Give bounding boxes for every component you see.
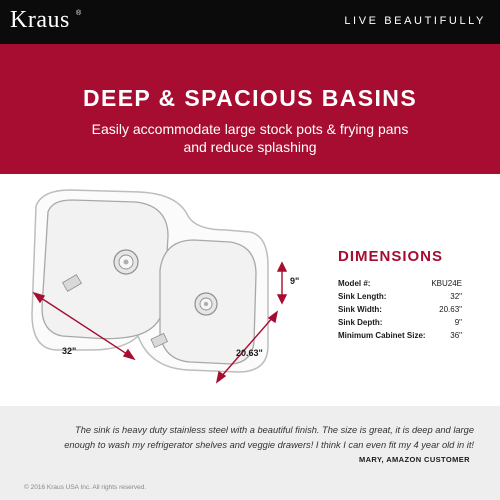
top-bar <box>0 0 500 44</box>
brand-trademark: ® <box>76 10 82 17</box>
review-text-line2: enough to wash my refrigerator shelves and veggie drawers! I think I can even fit my 4 year old in it! <box>64 440 474 450</box>
depth-label: 9" <box>290 276 300 286</box>
width-label: 20.63" <box>236 348 263 358</box>
dimension-label: Sink Width: <box>338 305 382 314</box>
brand-logo: Kraus <box>10 7 70 33</box>
large-basin <box>42 200 168 339</box>
dimensions-title: DIMENSIONS <box>338 248 444 265</box>
hero-title: DEEP & SPACIOUS BASINS <box>82 85 418 111</box>
dimension-label: Minimum Cabinet Size: <box>338 331 426 340</box>
dimension-value: 20.63" <box>439 305 462 314</box>
dimension-label: Model #: <box>338 279 371 288</box>
dimension-value: KBU24E <box>431 279 462 288</box>
drain-large-icon <box>114 250 138 274</box>
dimension-row <box>338 305 462 317</box>
copyright-text: © 2016 Kraus USA Inc. All rights reserved. <box>24 484 147 491</box>
dimension-label: Sink Depth: <box>338 318 383 327</box>
hero-subtitle-line1: Easily accommodate large stock pots & frying pans <box>91 121 409 137</box>
dimension-value: 36" <box>450 331 462 340</box>
hero-banner <box>0 44 500 174</box>
dimension-row <box>338 292 462 304</box>
tagline: LIVE BEAUTIFULLY <box>344 15 486 27</box>
dimension-value: 32" <box>450 292 462 301</box>
dimension-value: 9" <box>454 318 462 327</box>
dimension-label: Sink Length: <box>338 292 387 301</box>
dimension-row <box>338 318 462 330</box>
depth-dimension-arrow <box>278 263 286 303</box>
review-text-line1: The sink is heavy duty stainless steel with a beautiful finish. The size is great, it is deep and large <box>75 425 474 435</box>
hero-subtitle-line2: and reduce splashing <box>183 139 317 155</box>
dimension-row <box>338 331 462 343</box>
length-label: 32" <box>62 346 77 356</box>
dimension-row <box>338 279 462 291</box>
reviewer-name: MARY, AMAZON CUSTOMER <box>358 455 470 464</box>
drain-small-icon <box>195 293 217 315</box>
